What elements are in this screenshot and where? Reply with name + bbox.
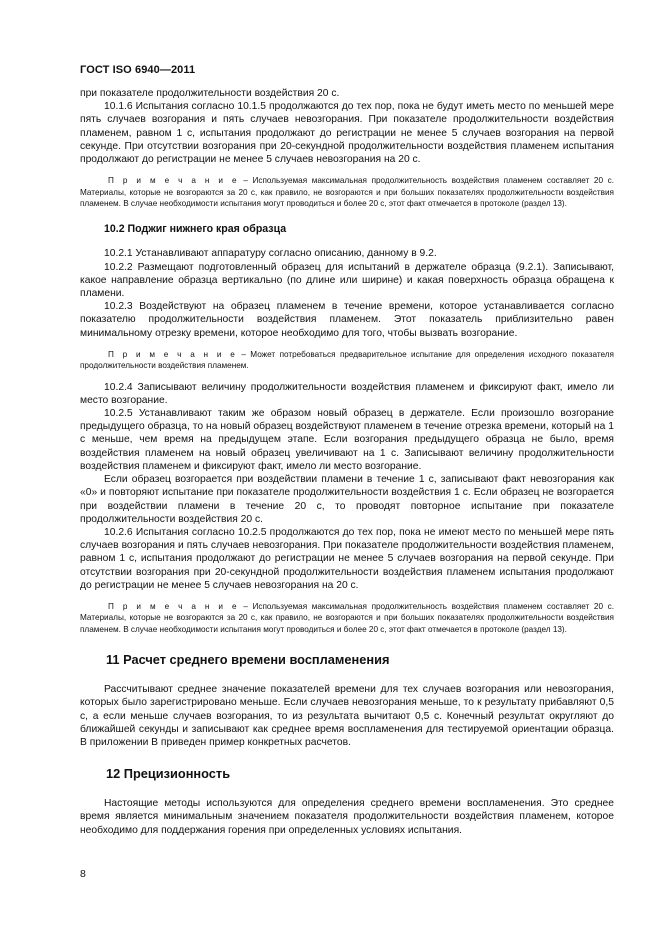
- note-label: П р и м е ч а н и е: [108, 176, 239, 186]
- paragraph-10-2-2: 10.2.2 Размещают подготовленный образец для испытаний в держателе образца (9.2.1). Записывают, какое направление образца вертикально (по длине или ширине) и какая поверхность образца обращена к пламени.: [80, 261, 614, 300]
- section-heading-12: 12 Прецизионность: [106, 766, 231, 782]
- note-text: – Используемая максимальная продолжительность воздействия пламенем составляет 20 с. Материалы, которые не возгораются за 20 с, как правило, не возгораются и при больших показателях продолжительности воздействия пламенем. В случае необходимости испытания могут проводиться и более 20 с, этот факт отмечается в протоколе (раздел 13).: [80, 601, 614, 634]
- paragraph-10-2-5: 10.2.5 Устанавливают таким же образом новый образец в держателе. Если произошло возгорание предыдущего образца, то на новый образец воздействуют пламенем в течение отрезка времени, который на 1 с меньше, чем время на предыдущем этапе. Если возгорания предыдущего образца не было, время воздействия пламенем на новый образец увеличивают на 1 с. Записывают величину продолжительности воздействия пламенем и фиксируют факт, имело ли место возгорание.: [80, 408, 614, 472]
- paragraph-11: Рассчитывают среднее значение показателей времени для тех случаев возгорания или невозгорания, которых было зарегистрировано меньше. Если случаев невозгорания меньше, то к результату прибавляют 0,5 с, а если меньше случаев возгорания, то из результата вычитают 0,5 с. Конечный результат округляют до ближайшей секунды и записывают как среднее время воспламенения для тестируемой ориентации образца. В приложении В приведен пример конкретных расчетов.: [80, 684, 614, 748]
- paragraph-10-2-3: 10.2.3 Воздействуют на образец пламенем в течение времени, которое устанавливается согласно показателю продолжительности воздействия пламенем. Этот показатель приблизительно равен минимальному отрезку времени, которое необходимо для того, чтобы вызвать возгорание.: [80, 301, 614, 339]
- note-text: – Может потребоваться предварительное испытание для определения исходного показателя продолжительности воздействия пламенем.: [80, 349, 614, 371]
- paragraph-10-2-4: 10.2.4 Записывают величину продолжительности воздействия пламенем и фиксируют факт, имело ли место возгорание.: [80, 381, 614, 406]
- note-text: – Используемая максимальная продолжительность воздействия пламенем составляет 20 с. Материалы, которые не возгораются за 20 с, как правило, не возгораются и при больших показателях продолжительности воздействия пламенем. В случае необходимости испытания могут проводиться и более 20 с, этот факт отмечается в протоколе (раздел 13).: [80, 176, 614, 209]
- section-heading-10-2: 10.2 Поджиг нижнего края образца: [104, 223, 287, 236]
- paragraph-12: Настоящие методы используются для определения среднего времени воспламенения. Это среднее время является минимальным значением показателя продолжительности воздействия пламенем, которое необходимо для поддержания горения при определенных условиях испытания.: [80, 798, 614, 836]
- paragraph-10-2-1: 10.2.1 Устанавливают аппаратуру согласно описанию, данному в 9.2.: [104, 248, 437, 260]
- paragraph-10-2-5-continued: Если образец возгорается при воздействии пламени в течение 1 с, записывают факт невозгорания как «0» и повторяют испытание при показателе продолжительности воздействия 1 с. Если образец не возгорается при воздействии пламени в течение 20 с, то проводят повторное испытание при показателе продолжительности воздействия 20 с.: [80, 474, 614, 525]
- paragraph-10-2-6: 10.2.6 Испытания согласно 10.2.5 продолжаются до тех пор, пока не имеют место по меньшей мере пять случаев возгорания и пять случаев невозгорания. При показателе продолжительности воздействия пламенем, равном 1 с, испытания продолжают до регистрации не менее 5 случаев возгорания на первой секунде. При отсутствии возгорания при 20-секундной продолжительности воздействия пламенем испытания продолжают до регистрации не менее 5 случаев невозгорания на 20 с.: [80, 526, 614, 591]
- note-label: П р и м е ч а н и е: [108, 349, 237, 359]
- note-label: П р и м е ч а н и е: [108, 601, 239, 611]
- document-body: [80, 87, 614, 837]
- section-heading-11: 11 Расчет среднего времени воспламенения: [106, 652, 390, 668]
- page-number: 8: [80, 868, 86, 880]
- paragraph-10-1-6: 10.1.6 Испытания согласно 10.1.5 продолжаются до тех пор, пока не будут иметь место по меньшей мере пять случаев возгорания и пять случаев невозгорания. При показателе продолжительности воздействия пламенем, равном 1 с, испытания продолжают до регистрации не менее 5 случаев возгорания на первой секунде. При отсутствии возгорания при 20-секундной продолжительности воздействия пламенем испытания продолжают до регистрации не менее 5 случаев невозгорания на 20 с.: [80, 101, 614, 166]
- note-3: [80, 601, 614, 635]
- note-2: [80, 349, 614, 372]
- paragraph-continuation: при показателе продолжительности воздействия 20 с.: [80, 88, 340, 99]
- document-header: ГОСТ ISO 6940—2011: [80, 64, 196, 76]
- note-1: [80, 175, 614, 209]
